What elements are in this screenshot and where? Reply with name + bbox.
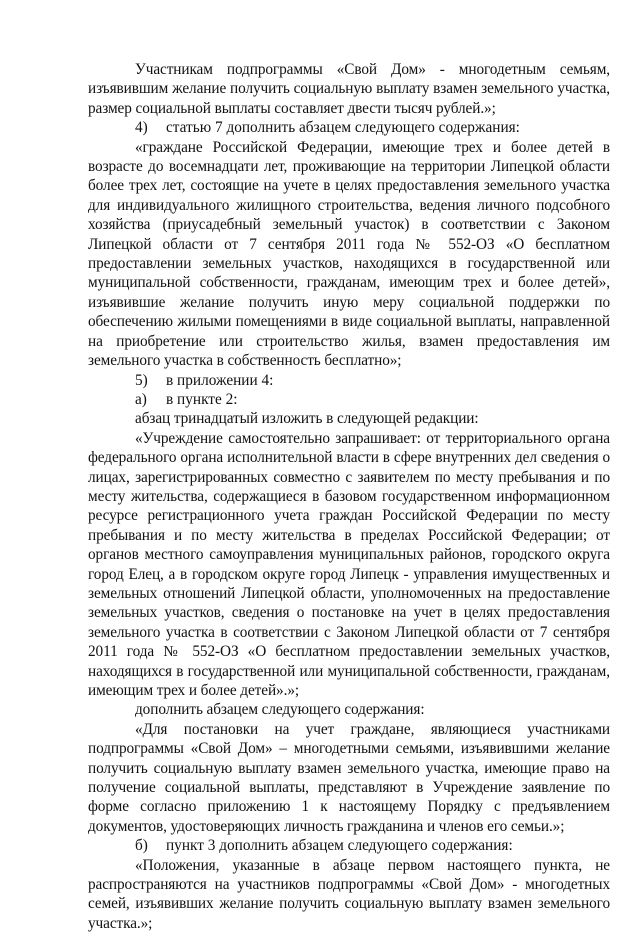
list-item-text: пункт 3 дополнить абзацем следующего содержания: [166, 837, 513, 855]
list-item-text: в пункте 2: [166, 390, 238, 408]
paragraph-thirteenth-edition: абзац тринадцатый изложить в следующей редакции: [135, 410, 479, 428]
list-item-number: б) [135, 837, 148, 855]
list-item-a [88, 390, 610, 409]
paragraph-provisions-exclusion: «Положения, указанные в абзаце первом настоящего пункта, не распространяются на участников подпрограммы «Свой Дом» - многодетных семей, изъявивших желание получить социальную выплату взамен земельного участка.»; [88, 856, 610, 932]
list-item-number: 4) [135, 119, 148, 137]
list-item-number: а) [135, 390, 147, 408]
list-item-4 [88, 118, 610, 137]
list-item-text: в приложении 4: [166, 371, 274, 389]
list-item-b [88, 836, 610, 855]
list-item-5 [88, 371, 610, 390]
list-item-text: статью 7 дополнить абзацем следующего содержания: [166, 119, 520, 137]
document-body [88, 60, 610, 933]
paragraph-citizens-definition: «граждане Российской Федерации, имеющие трех и более детей в возрасте до восемнадцати лет, проживающие на территории Липецкой области более трех лет, состоящие на учете в целях предоставления земельного участка для индивидуального жилищного строительства, ведения личного подсобного хозяйства (приусадебный земельный участок) в соответствии с Законом Липецкой области от 7 сентября 2011 года № 552-ОЗ «О бесплатном предоставлении земельных участков, находящихся в государственной или муниципальной собственности, гражданам, имеющим трех и более детей», изъявившие желание получить иную меру социальной поддержки по обеспечению жилыми помещениями в виде социальной выплаты, направленной на приобретение или строительство жилья, взамен предоставления им земельного участка в собственность бесплатно»; [88, 138, 610, 370]
paragraph-participants-payment: Участникам подпрограммы «Свой Дом» - многодетным семьям, изъявившим желание получить социальную выплату взамен земельного участка, размер социальной выплаты составляет двести тысяч рублей.»; [88, 61, 610, 117]
paragraph-institution-requests: «Учреждение самостоятельно запрашивает: от территориального органа федерального органа исполнительной власти в сфере внутренних дел сведения о лицах, зарегистрированных совместно с заявителем по месту пребывания и по месту жительства, содержащиеся в базовом государственном информационном ресурсе регистрационного учета граждан Российской Федерации по месту пребывания и по месту жительства в пределах Российской Федерации; от органов местного самоуправления муниципальных районов, городского округа город Елец, а в городском округе город Липецк - управления имущественных и земельных отношений Липецкой области, уполномоченных на предоставление земельных участков, сведения о постановке на учет в целях предоставления земельного участка в соответствии с Законом Липецкой области от 7 сентября 2011 года № 552-ОЗ «О бесплатном предоставлении земельных участков, находящихся в государственной или муниципальной собственности, гражданам, имеющим трех и более детей».»; [88, 429, 610, 699]
list-item-number: 5) [135, 371, 148, 389]
paragraph-registration-procedure: «Для постановки на учет граждане, являющиеся участниками подпрограммы «Свой Дом» – многодетными семьями, изъявившими желание получить социальную выплату взамен земельного участка, имеющие право на получение социальной выплаты, представляют в Учреждение заявление по форме согласно приложению 1 к настоящему Порядку с предъявлением документов, удостоверяющих личность гражданина и членов его семьи.»; [88, 720, 610, 835]
paragraph-supplement-heading: дополнить абзацем следующего содержания: [135, 701, 425, 719]
